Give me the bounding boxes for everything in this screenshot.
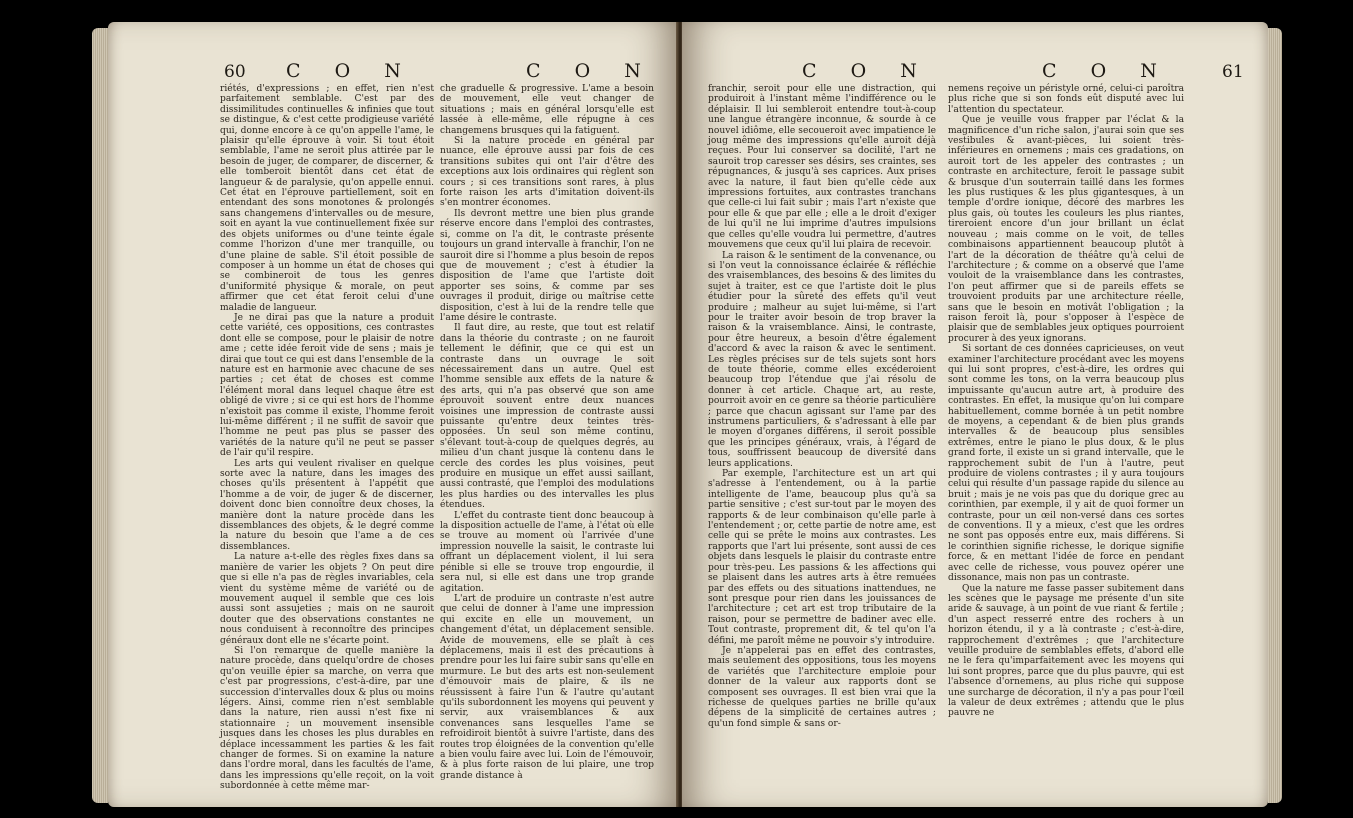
paragraph: Ils devront mettre une bien plus grande réserve encore dans l'emploi des contrastes, si, comme on l'a dit, le contraste présente toujours un grand intervalle à franchir, l'on ne sauroit dire si l'homme a plus besoin de repos que de mouvement ; c'est à étudier la disposition de l'ame que l'artiste doit apporter ses soins, & comme par ses ouvrages il produit, dirige ou maîtrise cette disposition, c'est à lui de la rendre telle que l'ame désire le contraste. — [440, 208, 654, 323]
paragraph: Il faut dire, au reste, que tout est relatif dans la théorie du contraste ; on ne fauroit tellement le définir, que ce qui est un contraste dans un ouvrage le soit nécessairement dans un autre. Quel est l'homme sensible aux effets de la nature & des arts, qui n'a pas observé que son ame éprouvoit souvent entre deux nuances voisines une impression de contraste aussi puissante qu'entre deux teintes très-opposées. Un seul son même continu, s'élevant tout-à-coup de quelques degrés, au milieu d'un chant jusque là contenu dans le cercle des cordes les plus voisines, peut produire en musique un effet aussi saillant, aussi contrasté, que l'emploi des modulations les plus hardies ou des intervalles les plus étendues. — [440, 323, 654, 511]
paragraph: L'art de produire un contraste n'est autre que celui de donner à l'ame une impression qui excite en elle un mouvement, un changement d'état, un déplacement sensible. Avide de mouvemens, elle se plaît à ces déplacemens, mais il est des précautions à prendre pour les lui faire subir sans qu'elle en murmure. Le but des arts est non-seulement d'émouvoir mais de plaire, & ils ne réussissent à faire l'un & l'autre qu'autant qu'ils subordonnent les moyens qui peuvent y servir, aux vraisemblances & aux convenances sans lesquelles l'ame se refroidiroit bientôt à suivre l'artiste, dans des routes trop éloignées de la convention qu'elle a bien voulu faire avec lui. Loin de l'émouvoir, & à plus forte raison de lui plaire, une trop grande distance à — [440, 593, 654, 781]
left-column-1 — [220, 84, 434, 792]
right-header-left: C O N — [802, 60, 931, 82]
right-column-2 — [948, 84, 1184, 719]
paragraph: Par exemple, l'architecture est un art qui s'adresse à l'entendement, ou à la partie intelligente de l'ame, beaucoup plus qu'à sa partie sensitive ; c'est sur-tout par le moyen des rapports & de leur combinaison qu'elle parle à l'entendement ; or, cette partie de notre ame, est celle qui se prête le moins aux contrastes. Les rapports que l'art lui présente, sont aussi de ces objets dans lesquels le plaisir du contraste entre pour très-peu. Les passions & les affections qui se plaisent dans les autres arts à être remuées par des effets ou des situations inattendues, ne sont presque pour rien dans les jouissances de l'architecture ; cet art est trop tributaire de la raison, pour se permettre de badiner avec elle. Tout contraste, proprement dit, & tel qu'on l'a défini, me paroît même ne pouvoir s'y introduire. — [708, 469, 936, 646]
paragraph: che graduelle & progressive. L'ame a besoin de mouvement, elle veut changer de situations ; mais en général lorsqu'elle est lassée à elle-même, elle répugne à ces changemens brusques qui la fatiguent. — [440, 84, 654, 136]
paragraph: L'effet du contraste tient donc beaucoup à la disposition actuelle de l'ame, à l'état où elle se trouve au moment où l'arrivée d'une impression nouvelle la saisit, le contraste lui offrant un déplacement violent, il lui sera pénible si elle se trouve trop engourdie, il sera nul, si elle est dans une trop grande agitation. — [440, 510, 655, 594]
right-page — [682, 22, 1268, 807]
left-header-left: C O N — [286, 60, 415, 82]
paragraph: Que la nature me fasse passer subitement dans les scènes que le paysage me présente d'un site aride & sauvage, à un point de vue riant & fertile ; d'un aspect resserré entre des rochers à un horizon étendu, il y a là contraste ; c'est-à-dire, rapprochement d'extrêmes ; que l'architecture veuille produire de semblables effets, d'abord elle ne le fera qu'imparfaitement avec les moyens qui lui sont propres, parce que du plus pauvre, qui est l'absence d'ornemens, au plus riche qui suppose une surcharge de décoration, il n'y a pas pour l'œil la valeur de deux extrêmes ; attendu que le plus pauvre ne — [948, 583, 1184, 719]
left-column-2 — [440, 84, 654, 781]
paragraph: Les arts qui veulent rivaliser en quelque sorte avec la nature, dans les images des choses qu'ils présentent à l'appétit que l'homme a de voir, de juger & de discerner, doivent donc bien connoître deux choses, la manière dont la nature procède dans les dissemblances des objets, & le degré comme la nature du besoin que l'ame a de ces dissemblances. — [220, 458, 434, 552]
paragraph: Je n'appelerai pas en effet des contrastes, mais seulement des oppositions, tous les moyens de variétés que l'architecture emploie pour donner de la valeur aux rapports dont se composent ses ouvrages. Il est bien vrai que la richesse de quelques parties ne brille qu'aux dépens de la simplicité de certaines autres ; qu'un fond simple & sans or- — [708, 645, 936, 729]
page-edges-right — [1268, 28, 1282, 803]
paragraph: Que je veuille vous frapper par l'éclat & la magnificence d'un riche salon, j'aurai soin que ses vestibules & avant-pièces, lui soient très-inférieures en ornemens ; mais ces gradations, on auroit tort de les appeler des contrastes ; un contraste en architecture, feroit le passage subit & brusque d'un souterrain taillé dans les formes les plus rustiques & les plus gigantesques, à un temple d'ordre ionique, décoré des marbres les plus gais, où toutes les couleurs les plus riantes, tireroient encore d'un jour brillant un éclat nouveau ; mais comme on le voit, de telles combinaisons appartiennent beaucoup plutôt à l'art de la décoration de théâtre qu'à celui de l'architecture ; & comme on a observé que l'ame vouloit de la vraisemblance dans les contrastes, l'on peut affirmer que si de pareils effets se trouvoient produits par une architecture réelle, sans que le besoin en motivât l'obligation ; la raison feroit là, pour s'opposer à l'espèce de plaisir que de semblables jeux optiques pourroient procurer à des yeux ignorans. — [948, 115, 1184, 344]
open-book — [108, 22, 1268, 807]
paragraph: Si l'on remarque de quelle manière la nature procède, dans quelqu'ordre de choses qu'on veuille épier sa marche, on verra que c'est par progressions, c'est-à-dire, par une succession d'intervalles doux & plus ou moins légers. Ainsi, comme rien n'est semblable dans la nature, rien aussi n'est fixe ni stationnaire ; un mouvement insensible jusques dans les choses les plus durables en déplace incessamment les parties & les fait changer de formes. Si on examine la nature dans l'ordre moral, dans les facultés de l'ame, dans les impressions qu'elle reçoit, on la voit subordonnée à cette même mar- — [220, 645, 434, 792]
paragraph: La nature a-t-elle des règles fixes dans sa manière de varier les objets ? On peut dire que si elle n'a pas de règles invariables, cela vient du système même de variété ou de mouvement auquel il semble que ces lois aussi sont assujeties ; mais on ne sauroit douter que des observations constantes ne nous conduisent à reconnoître des principes généraux dont elle ne s'écarte point. — [220, 552, 434, 646]
right-header-right: C O N — [1042, 60, 1171, 82]
page-edges-left — [92, 28, 108, 803]
right-page-number: 61 — [1222, 62, 1244, 82]
paragraph: Si sortant de ces données capricieuses, on veut examiner l'architecture procédant avec les moyens qui lui sont propres, c'est-à-dire, les ordres qui sont comme les tons, on la verra beaucoup plus impuissante qu'aucun autre art, à produire des contrastes. En effet, la musique qu'on lui compare habituellement, comme bornée à un petit nombre de moyens, a cependant & de bien plus grands intervalles & de beaucoup plus sensibles extrêmes, entre le piano le plus doux, & le plus grand forte, il existe un si grand intervalle, que le rapprochement subit de l'un à l'autre, peut produire de violens contrastes ; il y aura toujours celui qui résulte d'un passage rapide du silence au bruit ; mais je ne vois pas que du dorique grec au corinthien, par exemple, il y ait de quoi former un contraste, pour un œil non-versé dans ces sortes de conventions. Il y a mieux, c'est que les ordres ne sont pas opposés entre eux, mais différens. Si le corinthien signifie richesse, le dorique signifie force, & en mettant l'idée de force en pendant avec celle de richesse, vous pouvez opérer une dissonance, mais non pas un contraste. — [948, 344, 1184, 584]
paragraph: Si la nature procède en général par nuance, elle éprouve aussi par fois de ces transitions subites qui ont l'air d'être des exceptions aux lois ordinaires qui règlent son cours ; si ces transitions sont rares, à plus forte raison les arts d'imitation doivent-ils s'en montrer économes. — [440, 136, 654, 209]
left-page — [108, 22, 678, 807]
paragraph: La raison & le sentiment de la convenance, ou si l'on veut la connoissance éclairée & réfléchie des vraisemblances, des besoins & des limites du sujet à traiter, est ce que l'artiste doit le plus étudier pour la sûreté des effets qu'il veut produire ; malheur au sujet lui-même, si l'art pour le traiter avoir besoin de trop braver la raison & la vraisemblance. Ainsi, le contraste, pour être heureux, a besoin d'être également d'accord & avec la raison & avec le sentiment. Les règles précises sur de tels sujets sont hors de toute théorie, comme elles excéderoient beaucoup trop l'étendue que j'ai résolu de donner à cet article. Chaque art, au reste, pourroit avoir en ce genre sa théorie particulière ; parce que chacun agissant sur l'ame par des instrumens particuliers, & s'adressant à elle par le moyen d'organes différens, il seroit possible que les principes généraux, vrais, à l'égard de tous, souffrissent beaucoup de diversité dans leurs applications. — [708, 250, 936, 469]
paragraph: nemens reçoive un péristyle orné, celui-ci paroîtra plus riche que si son fonds eût disputé avec lui l'attention du spectateur. — [948, 84, 1184, 115]
paragraph: riétés, d'expressions ; en effet, rien n'est parfaitement semblable. C'est par des dissimilitudes continuelles & infinies que tout se distingue, & c'est cette prodigieuse variété qui, donne encore à ce qu'on appelle l'ame, le plaisir qu'elle éprouve à voir. Si tout étoit semblable, l'ame ne seroit plus attirée par le besoin de juger, de comparer, de discerner, & elle tomberoit bientôt dans cet état de langueur & de paralysie, qu'on appelle ennui. Cet état en l'éprouve partiellement, soit en entendant des sons monotones & prolongés sans changemens d'intervalles ou de mesure, soit en ayant la vue continuellement fixée sur des objets uniformes ou d'une teinte égale comme l'horizon d'une mer tranquille, ou d'une plaine de sable. S'il étoit possible de composer à un homme un état de choses qui se combineroit de tous les genres d'uniformité physique & morale, on peut affirmer que cet état feroit celui d'une maladie de langueur. — [220, 84, 434, 313]
paragraph: Je ne dirai pas que la nature a produit cette variété, ces oppositions, ces contrastes dont elle se compose, pour le plaisir de notre ame ; cette idée feroit vide de sens ; mais je dirai que tout ce qui est dans l'ensemble de la nature est en harmonie avec chacune de ses parties ; cet état de choses est comme l'élément moral dans lequel chaque être est obligé de vivre ; si ce qui est hors de l'homme n'existoit pas comme il existe, l'homme feroit lui-même différent ; il ne suffit de savoir que l'homme ne peut pas plus se passer des variétés de la nature qu'il ne peut se passer de l'air qu'il respire. — [220, 312, 434, 459]
left-page-number: 60 — [224, 62, 246, 82]
paragraph: franchir, seroit pour elle une distraction, qui produiroit à l'instant même l'indifférence ou le déplaisir. Il lui sembleroit entendre tout-à-coup une langue étrangère inconnue, & sourde à ce nouvel idiôme, elle secoueroit avec impatience le joug même des impressions qu'elle auroit déjà reçues. Pour lui conserver sa docilité, l'art ne sauroit trop caresser ses désirs, ses craintes, ses répugnances, & jusqu'à ses caprices. Aux prises avec la nature, il faut bien qu'elle cède aux impressions fortuites, aux contrastes tranchans que celle-ci lui fait subir ; mais l'art n'existe que pour elle & que par elle ; elle a le droit d'exiger de lui qu'il ne lui imprime d'autres impulsions que celles qu'elle voudra lui permettre, d'autres mouvemens que ceux qu'il lui plaira de recevoir. — [708, 84, 936, 251]
right-column-1 — [708, 84, 936, 729]
left-header-right: C O N — [526, 60, 655, 82]
